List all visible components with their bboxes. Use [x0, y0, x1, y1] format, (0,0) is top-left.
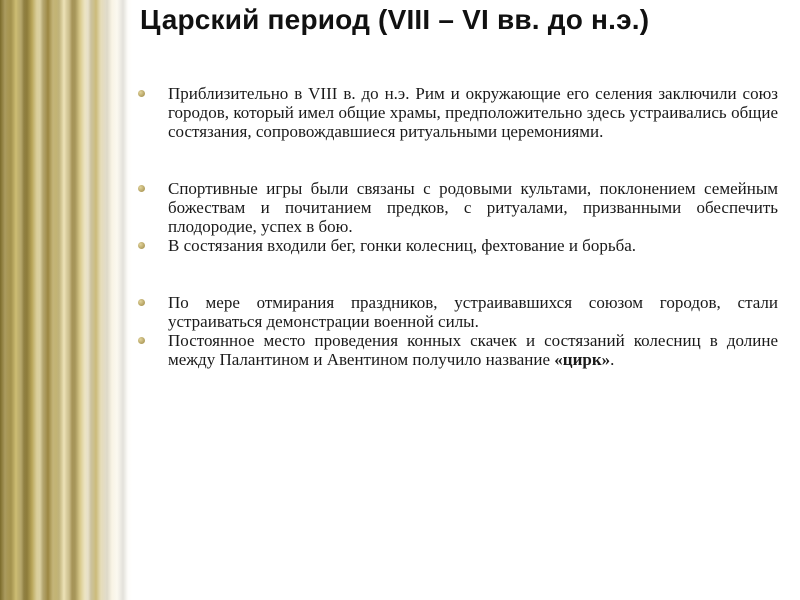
bullet-text: По мере отмирания праздников, устраивавшихся союзом городов, стали устраиваться демонстрации военной силы. [168, 293, 778, 331]
bullet-dot-icon [138, 337, 145, 344]
bullet-item [138, 84, 778, 141]
bullet-text: Постоянное место проведения конных скачек и состязаний колесниц в долине между Палантином и Авентином получило название [168, 331, 778, 369]
slide-title: Царский период (VIII – VI вв. до н.э.) [140, 4, 650, 35]
bullet-item [138, 179, 778, 236]
bullet-item [138, 293, 778, 331]
bullet-item [138, 236, 778, 255]
bullet-dot-icon [138, 90, 145, 97]
circus-term: «цирк» [554, 350, 611, 369]
bullet-list [138, 84, 778, 369]
bullet-text: Приблизительно в VIII в. до н.э. Рим и окружающие его селения заключили союз городов, который имел общие храмы, предположительно здесь устраивались общие состязания, сопровождавшиеся ритуальными церемониями. [168, 84, 778, 141]
bullet-dot-icon [138, 185, 145, 192]
bullet-dot-icon [138, 299, 145, 306]
bullet-dot-icon [138, 242, 145, 249]
bullet-text: В состязания входили бег, гонки колесниц, фехтование и борьба. [168, 236, 637, 255]
bullet-item [138, 331, 778, 369]
bullet-text: Спортивные игры были связаны с родовыми культами, поклонением семейным божествам и почитанием предков, с ритуалами, призванными обеспечить плодородие, успех в бою. [168, 179, 778, 236]
bullet-text-end: . [610, 350, 615, 369]
gold-curtain-decoration [0, 0, 132, 600]
